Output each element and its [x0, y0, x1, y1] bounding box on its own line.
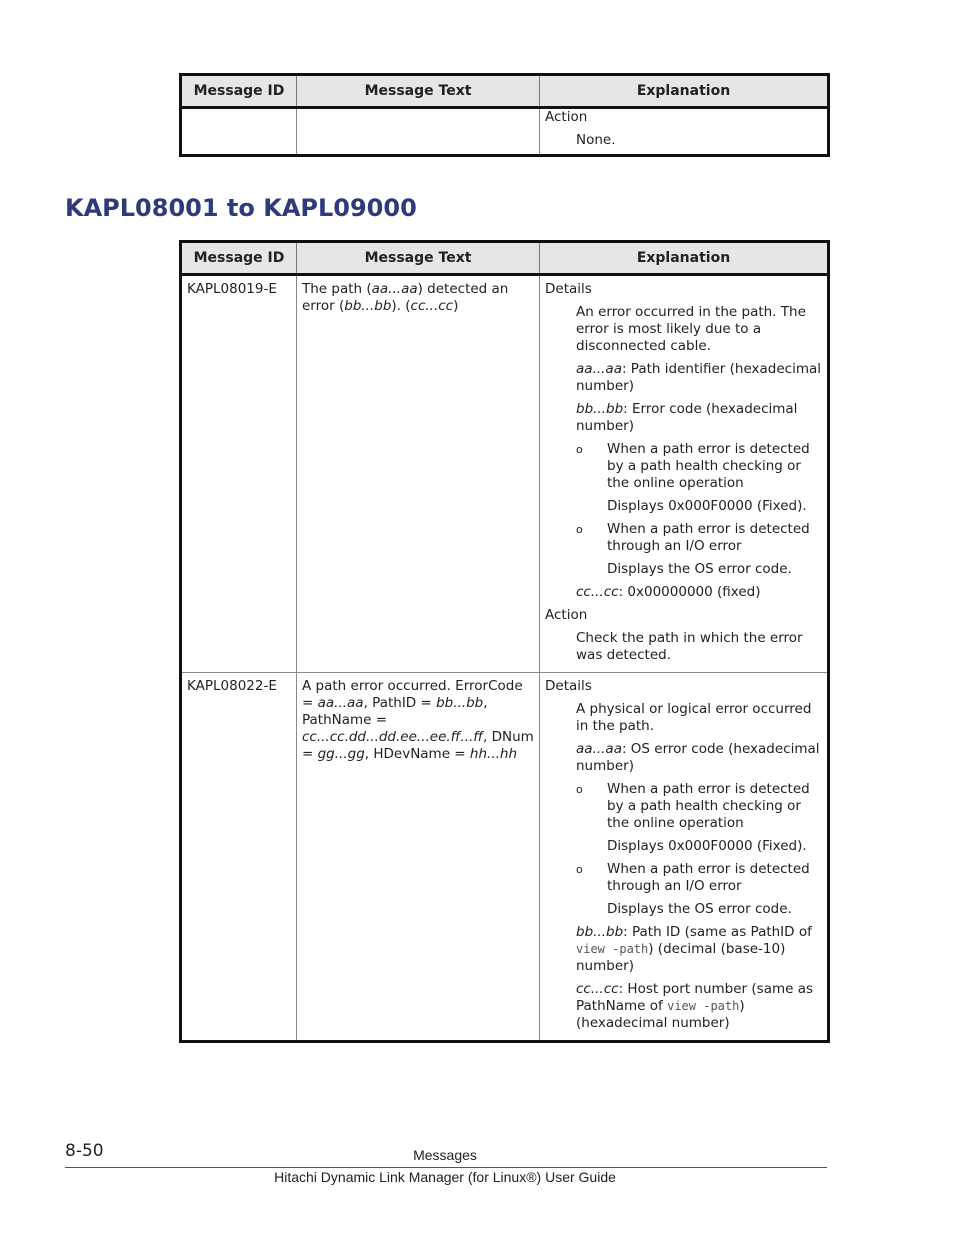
variable-cc: cc...cc: 0x00000000 (fixed): [576, 584, 761, 600]
details-intro: A physical or logical error occurred in the path.: [576, 701, 812, 734]
explanation-cell: [540, 275, 829, 673]
table-row: [181, 673, 829, 1042]
details-label: Details: [545, 678, 592, 694]
details-label: Details: [545, 281, 592, 297]
details-intro: An error occurred in the path. The error is most likely due to a disconnected cable.: [576, 304, 806, 354]
table-row: [181, 108, 829, 156]
col-header-explanation: Explanation: [540, 75, 829, 108]
variable-bb: bb...bb: Path ID (same as PathID of view -path) (decimal (base-10) number): [576, 924, 812, 974]
col-header-message-id: Message ID: [181, 242, 297, 275]
bullet-icon: o: [576, 443, 583, 456]
variable-cc: cc...cc: Host port number (same as PathName of view -path) (hexadecimal number): [576, 981, 814, 1031]
message-id-cell: KAPL08022-E: [181, 673, 297, 1042]
message-text-cell: The path (aa...aa) detected an error (bb...bb). (cc...cc): [297, 275, 540, 673]
continued-message-table: [179, 73, 830, 157]
bullet-subtext: Displays the OS error code.: [607, 901, 792, 917]
table-header-row: [181, 75, 829, 108]
message-text-cell: A path error occurred. ErrorCode = aa...aa, PathID = bb...bb, PathName = cc...cc.dd...dd.ee...ee.ff...ff, DNum = gg...gg, HDevName = hh...hh: [297, 673, 540, 1042]
col-header-message-id: Message ID: [181, 75, 297, 108]
action-label: Action: [545, 109, 588, 125]
footer-divider: [65, 1167, 827, 1168]
bullet-subtext: Displays 0x000F0000 (Fixed).: [607, 498, 807, 514]
variable-bb: bb...bb: Error code (hexadecimal number): [576, 401, 798, 434]
message-table: [179, 240, 830, 1043]
col-header-message-text: Message Text: [297, 75, 540, 108]
bullet-icon: o: [576, 783, 583, 796]
bullet-icon: o: [576, 863, 583, 876]
section-heading: KAPL08001 to KAPL09000: [65, 194, 417, 222]
message-text-cell: [297, 108, 540, 156]
action-label: Action: [545, 607, 588, 623]
explanation-cell: [540, 108, 829, 156]
page-number: 8-50: [65, 1141, 104, 1161]
action-text: None.: [576, 132, 616, 148]
bullet-subtext: Displays 0x000F0000 (Fixed).: [607, 838, 807, 854]
action-text: Check the path in which the error was detected.: [576, 630, 803, 663]
message-id-cell: [181, 108, 297, 156]
table-header-row: [181, 242, 829, 275]
footer-section-title: Messages: [413, 1147, 477, 1163]
col-header-explanation: Explanation: [540, 242, 829, 275]
table-row: [181, 275, 829, 673]
col-header-message-text: Message Text: [297, 242, 540, 275]
message-id-cell: KAPL08019-E: [181, 275, 297, 673]
variable-aa: aa...aa: Path identifier (hexadecimal number): [576, 361, 822, 394]
bullet-item: o When a path error is detected through an I/O error: [576, 521, 810, 554]
explanation-cell: [540, 673, 829, 1042]
bullet-item: o When a path error is detected by a path health checking or the online operation: [576, 441, 810, 491]
variable-aa: aa...aa: OS error code (hexadecimal number): [576, 741, 820, 774]
bullet-icon: o: [576, 523, 583, 536]
bullet-item: o When a path error is detected through an I/O error: [576, 861, 810, 894]
footer-book-title: Hitachi Dynamic Link Manager (for Linux®) User Guide: [274, 1169, 616, 1185]
bullet-subtext: Displays the OS error code.: [607, 561, 792, 577]
bullet-item: o When a path error is detected by a path health checking or the online operation: [576, 781, 810, 831]
